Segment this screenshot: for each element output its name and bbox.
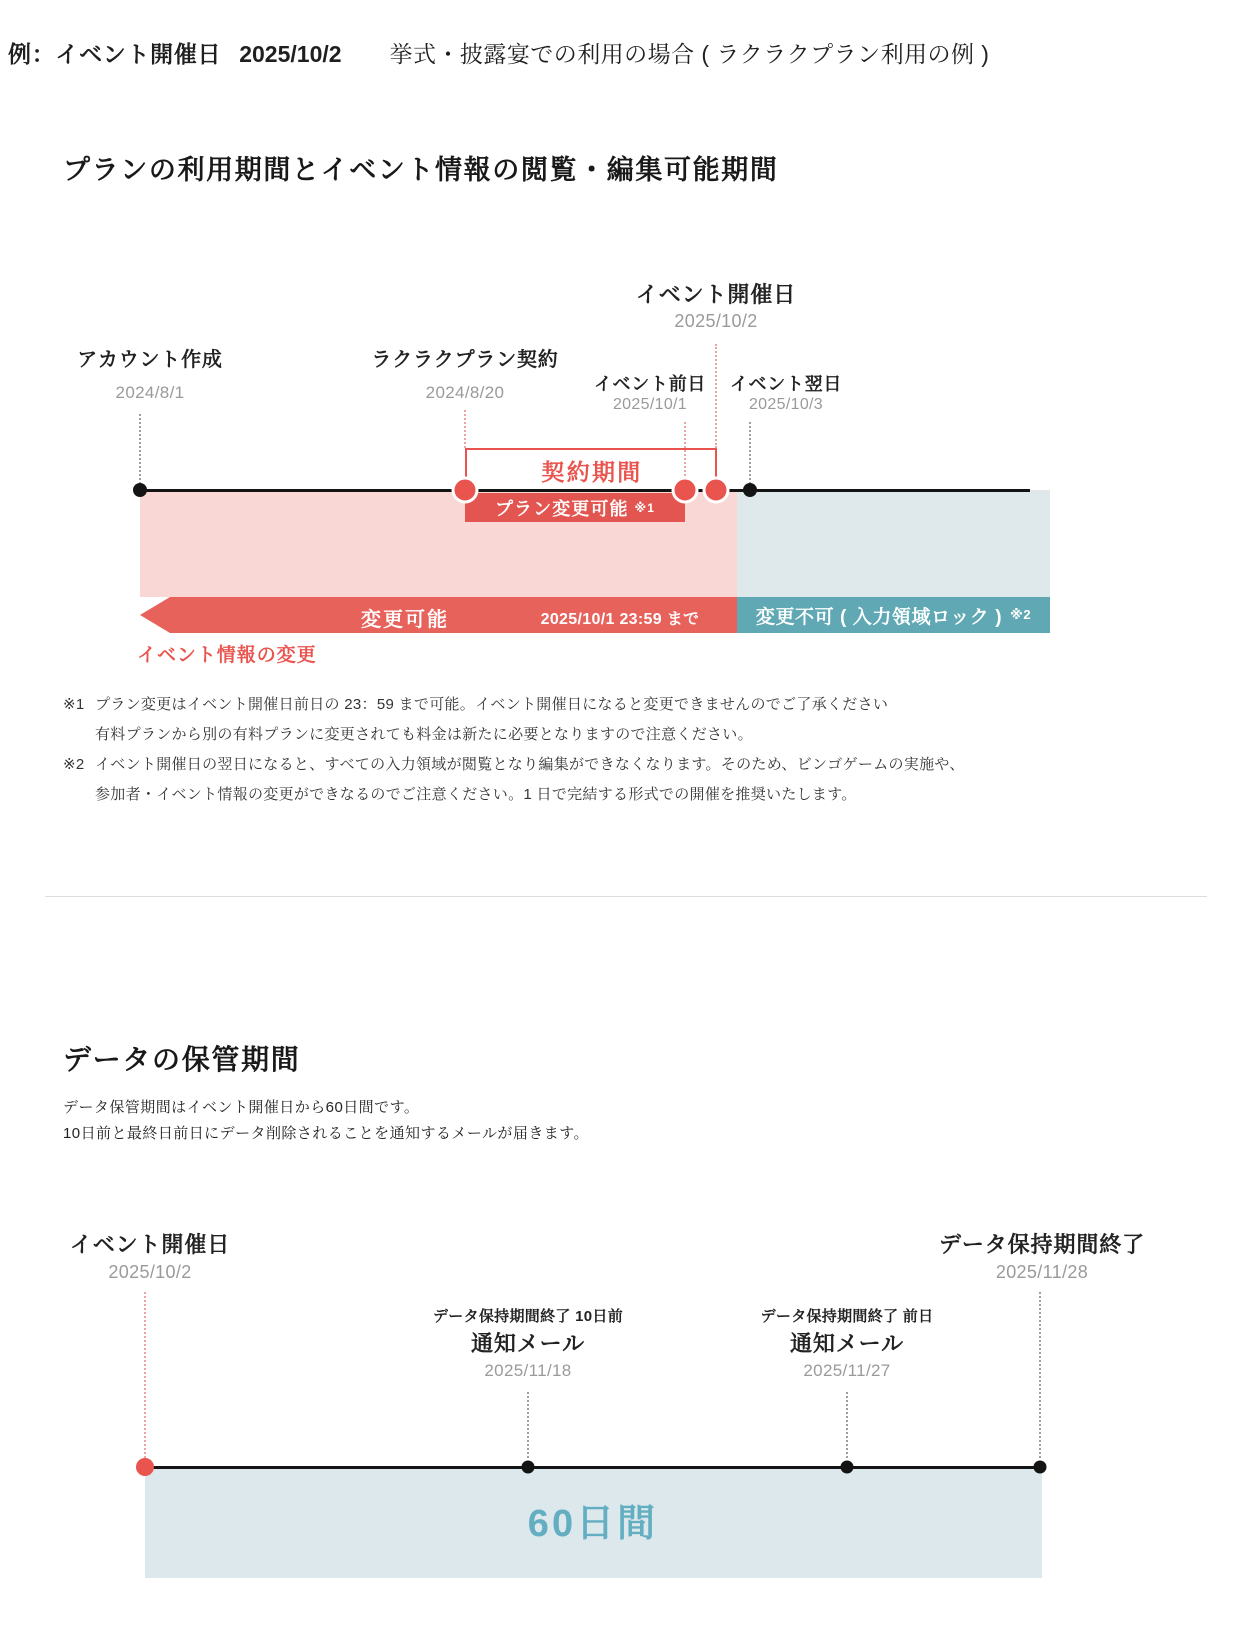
- note-1-line-1: プラン変更はイベント開催日前日の 23：59 まで可能。イベント開催日になると変更できませんのでご了承ください: [95, 696, 889, 713]
- connector-retention-end: [1039, 1292, 1041, 1458]
- example-date: 2025/10/2: [239, 41, 342, 67]
- milestone-eve-date: 2025/10/1: [612, 396, 688, 413]
- plan-change-label: プラン変更可能: [494, 498, 629, 519]
- contract-period-label: 契約期間: [541, 459, 643, 485]
- dot-event: [703, 477, 730, 504]
- mail10-date: 2025/11/18: [484, 1361, 572, 1380]
- retention-event-label: イベント開催日: [69, 1232, 231, 1257]
- connector-event: [715, 344, 717, 448]
- connector-contract: [464, 410, 466, 448]
- retention-dot-event: [136, 1458, 154, 1476]
- milestone-event-label: イベント開催日: [635, 282, 797, 307]
- plan-section-title: プランの利用期間とイベント情報の閲覧・編集可能期間: [63, 155, 779, 185]
- mail10-sub-label: データ保持期間終了 10日前: [432, 1308, 624, 1325]
- connector-account: [139, 414, 141, 484]
- milestone-account-date: 2024/8/1: [115, 383, 185, 402]
- region-locked-period: [737, 490, 1050, 597]
- plan-change-bar: [465, 493, 685, 522]
- connector-next-day: [749, 422, 751, 484]
- section-divider: [45, 896, 1207, 897]
- connector-eve: [684, 422, 686, 484]
- milestone-next-day-label: イベント翌日: [729, 374, 843, 394]
- duration-label: 60日間: [527, 1503, 659, 1545]
- note-2-ref: ※2: [63, 756, 85, 773]
- note-1-line-2: 有料プランから別の有料プランに変更されても料金は新たに必要となりますので注意ください。: [95, 726, 753, 743]
- contract-bracket-top: [465, 448, 717, 450]
- retention-end-date: 2025/11/28: [995, 1262, 1089, 1282]
- mail1-label: 通知メール: [790, 1331, 904, 1356]
- milestone-contract-label: ラクラクプラン契約: [371, 349, 559, 371]
- data-desc-line-2: 10日前と最終日前日にデータ削除されることを通知するメールが届きます。: [63, 1125, 589, 1142]
- note-2-line-1: イベント開催日の翌日になると、すべての入力領域が閲覧となり編集ができなくなります。そのため、ビンゴゲームの実施や、: [95, 756, 965, 773]
- milestone-account-label: アカウント作成: [77, 349, 223, 371]
- retention-timeline-line: [145, 1466, 1042, 1469]
- retention-end-label: データ保持期間終了: [939, 1232, 1145, 1257]
- connector-mail1: [846, 1392, 848, 1458]
- plan-timeline-line: [140, 489, 1030, 492]
- milestone-next-day-date: 2025/10/3: [748, 396, 824, 413]
- locked-note-ref: ※2: [1010, 607, 1032, 622]
- dot-next-day: [743, 483, 757, 497]
- retention-dot-end: [1034, 1461, 1047, 1474]
- connector-retention-event: [144, 1292, 146, 1458]
- note-2-line-2: 参加者・イベント情報の変更ができなるのでご注意ください。1 日で完結する形式での開催を推奨いたします。: [95, 786, 857, 803]
- mail1-date: 2025/11/27: [803, 1361, 891, 1380]
- edit-state-label: 変更可能: [361, 609, 449, 631]
- example-prefix: 例：イベント開催日: [8, 41, 222, 67]
- mail10-label: 通知メール: [471, 1331, 585, 1356]
- data-section-title: データの保管期間: [63, 1044, 301, 1075]
- dot-account: [133, 483, 147, 497]
- milestone-event-date: 2025/10/2: [674, 311, 758, 331]
- retention-dot-mail1: [841, 1461, 854, 1474]
- edit-deadline: 2025/10/1 23:59 まで: [540, 611, 700, 628]
- connector-mail10: [527, 1392, 529, 1458]
- milestone-eve-label: イベント前日: [593, 374, 707, 394]
- retention-event-date: 2025/10/2: [108, 1262, 192, 1282]
- dot-contract: [452, 477, 479, 504]
- note-1-ref: ※1: [63, 696, 85, 713]
- dot-eve: [672, 477, 699, 504]
- event-info-caption: イベント情報の変更: [137, 645, 317, 666]
- data-desc-line-1: データ保管期間はイベント開催日から60日間です。: [63, 1099, 420, 1116]
- example-header: [8, 36, 989, 69]
- example-usecase: 挙式・披露宴での利用の場合 ( ラクラクプラン利用の例 ): [389, 41, 990, 67]
- retention-dot-mail10: [522, 1461, 535, 1474]
- locked-state-bar: [737, 597, 1050, 633]
- mail1-sub-label: データ保持期間終了 前日: [760, 1308, 934, 1325]
- locked-state-label: 変更不可 ( 入力領域ロック ): [755, 606, 1003, 628]
- plan-change-note-ref: ※1: [634, 500, 656, 515]
- milestone-contract-date: 2024/8/20: [425, 383, 505, 402]
